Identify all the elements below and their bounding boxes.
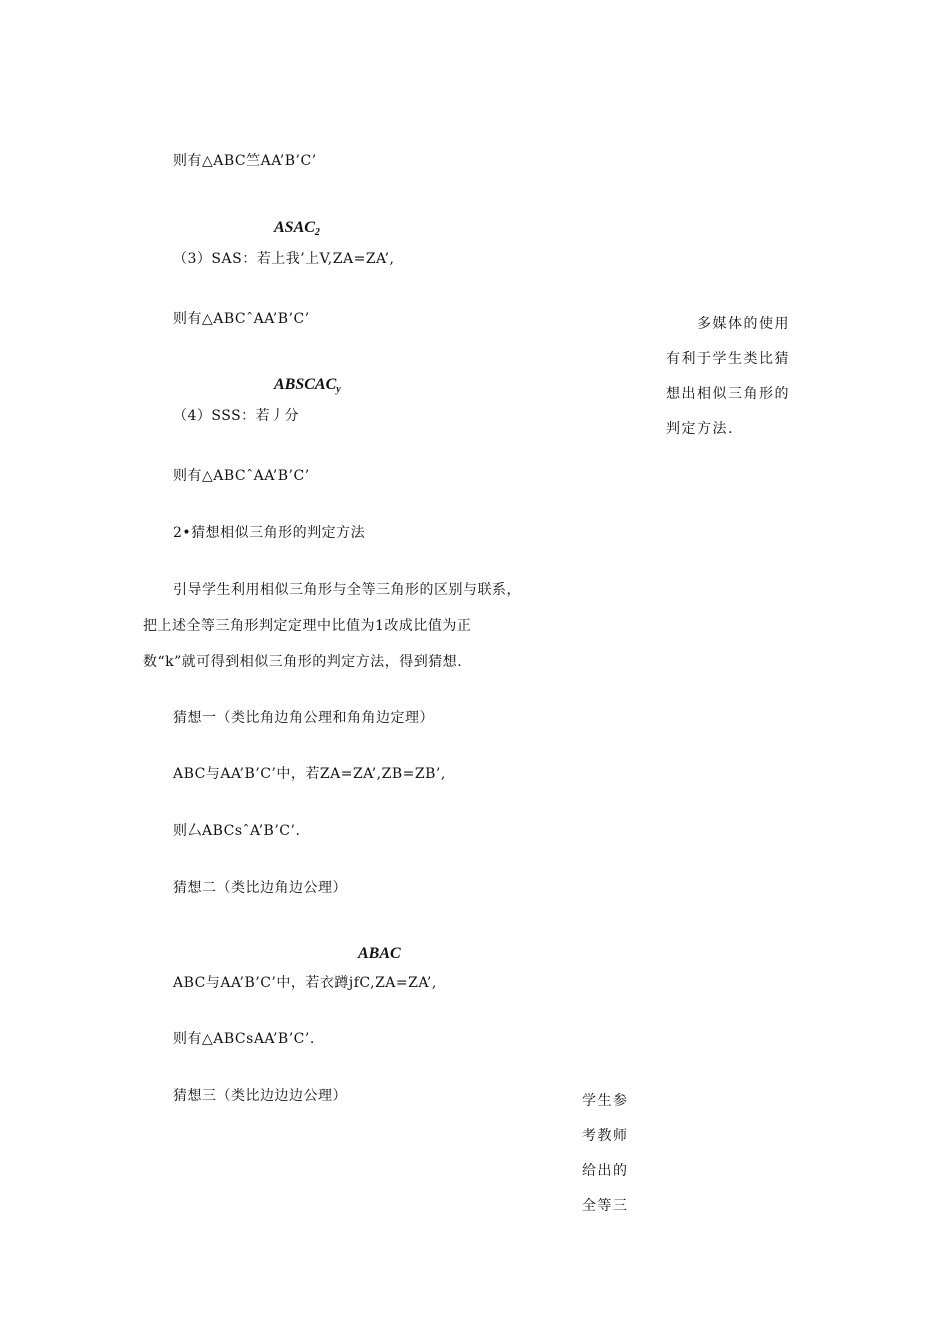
side-note-1-line-4: 判定方法. — [666, 421, 734, 437]
conjecture-2-heading: 猜想二（类比边角边公理） — [173, 880, 347, 896]
side-note-2-line-2: 考教师 — [582, 1128, 629, 1144]
side-note-1-line-1: 多媒体的使用 — [697, 316, 790, 332]
conjecture-3-heading: 猜想三（类比边边边公理） — [173, 1088, 347, 1104]
side-note-2-line-4: 全等三 — [582, 1198, 629, 1214]
side-note-2-line-1: 学生参 — [582, 1093, 629, 1109]
formula-asac — [274, 219, 320, 242]
text-line-congruence-3: 则有△ABCˆAA’B’C’ — [173, 468, 310, 484]
text-line-congruence-2: 则有△ABCˆAA’B’C’ — [173, 311, 310, 327]
formula-abscac-sub: y — [336, 384, 341, 395]
formula-abscac-text: ABSCAC — [274, 376, 337, 393]
paragraph-line-2: 把上述全等三角形判定定理中比值为1改成比值为正 — [143, 618, 472, 634]
text-line-sas: （3）SAS：若上我’上V,ZA=ZA’, — [173, 251, 395, 267]
side-note-1-line-3: 想出相似三角形的 — [666, 386, 790, 402]
formula-asac-sub: 2 — [314, 227, 320, 238]
text-line-congruence-1: 则有△ABC竺AA’B’C’ — [173, 153, 317, 169]
side-note-1-line-2: 有利于学生类比猜 — [666, 351, 790, 367]
paragraph-line-1: 引导学生利用相似三角形与全等三角形的区别与联系， — [173, 582, 521, 598]
conjecture-1-heading: 猜想一（类比角边角公理和角角边定理） — [173, 710, 434, 726]
side-note-2-line-3: 给出的 — [582, 1163, 629, 1179]
text-line-sss: （4）SSS：若丿分 — [173, 408, 300, 424]
section-heading-conjecture: 2•猜想相似三角形的判定方法 — [173, 525, 366, 541]
paragraph-line-3: 数“k”就可得到相似三角形的判定方法，得到猜想. — [143, 654, 463, 670]
conjecture-2-condition: ABC与AA’B’C’中，若衣蹲jfC,ZA=ZA’, — [173, 975, 437, 991]
conjecture-1-result: 则厶ABCsˆA’B’C’. — [173, 823, 301, 839]
conjecture-1-condition: ABC与AA’B’C’中，若ZA=ZA’,ZB=ZB’, — [173, 766, 446, 782]
conjecture-2-result: 则有△ABCsAA’B’C’. — [173, 1031, 315, 1047]
formula-abac: ABAC — [358, 945, 401, 962]
formula-asac-text: ASAC — [274, 219, 315, 236]
formula-abscac — [274, 376, 341, 399]
